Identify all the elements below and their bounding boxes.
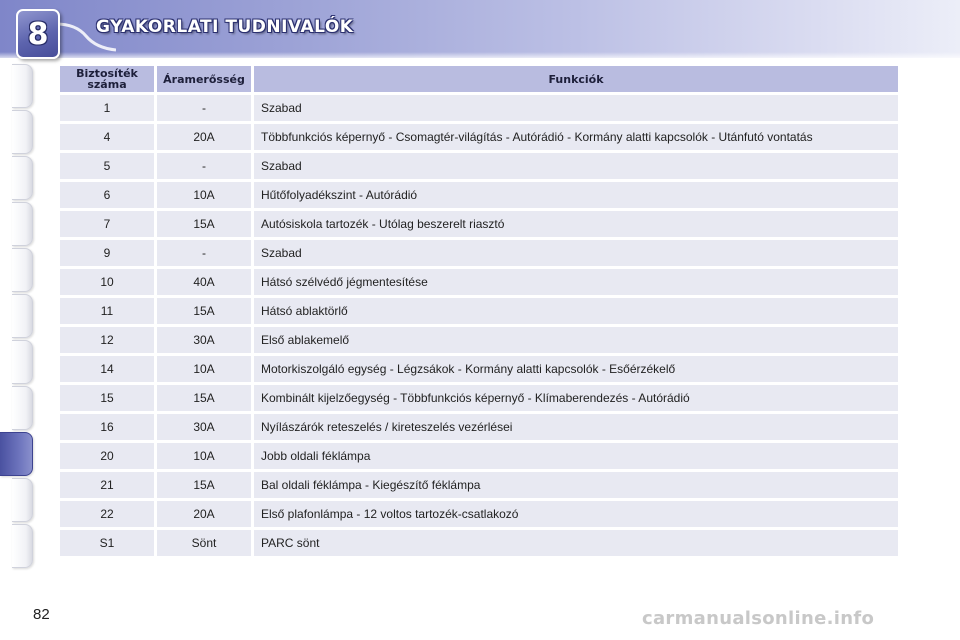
table-row: [60, 95, 898, 121]
amperage-cell: 15A: [157, 385, 251, 411]
table-row: [60, 211, 898, 237]
fuse-number-cell: 16: [60, 414, 154, 440]
page-number: 82: [33, 606, 50, 623]
chapter-tab[interactable]: [12, 478, 33, 522]
column-header-fuse-number-line1: Biztosíték: [76, 67, 138, 80]
fuse-number-cell: 7: [60, 211, 154, 237]
function-cell: Első ablakemelő: [254, 327, 898, 353]
fuse-number-cell: 10: [60, 269, 154, 295]
fuse-number-cell: 5: [60, 153, 154, 179]
fuse-table: [57, 63, 901, 559]
table-row: [60, 472, 898, 498]
amperage-cell: 10A: [157, 356, 251, 382]
chapter-tab[interactable]: [12, 248, 33, 292]
fuse-number-cell: 12: [60, 327, 154, 353]
chapter-number: 8: [27, 16, 49, 52]
table-row: [60, 385, 898, 411]
function-cell: Szabad: [254, 153, 898, 179]
function-cell: Hűtőfolyadékszint - Autórádió: [254, 182, 898, 208]
fuse-number-cell: 6: [60, 182, 154, 208]
amperage-cell: 30A: [157, 327, 251, 353]
chapter-tab[interactable]: [12, 64, 33, 108]
watermark: carmanualsonline.info: [642, 608, 875, 629]
chapter-tab[interactable]: [12, 340, 33, 384]
page-title: GYAKORLATI TUDNIVALÓK: [96, 17, 354, 37]
table-row: [60, 327, 898, 353]
table-row: [60, 240, 898, 266]
amperage-cell: 10A: [157, 182, 251, 208]
fuse-number-cell: 14: [60, 356, 154, 382]
amperage-cell: -: [157, 153, 251, 179]
table-row: [60, 153, 898, 179]
function-cell: Szabad: [254, 95, 898, 121]
function-cell: Többfunkciós képernyő - Csomagtér-világítás - Autórádió - Kormány alatti kapcsolók - Utánfutó vontatás: [254, 124, 898, 150]
function-cell: Hátsó ablaktörlő: [254, 298, 898, 324]
chapter-tab-active[interactable]: [0, 432, 33, 476]
fuse-number-cell: 9: [60, 240, 154, 266]
fuse-number-cell: 11: [60, 298, 154, 324]
amperage-cell: 20A: [157, 501, 251, 527]
column-header-fuse-number-line2: száma: [87, 78, 127, 91]
function-cell: Nyílászárók reteszelés / kireteszelés vezérlései: [254, 414, 898, 440]
table-row: [60, 356, 898, 382]
function-cell: Bal oldali féklámpa - Kiegészítő féklámpa: [254, 472, 898, 498]
function-cell: PARC sönt: [254, 530, 898, 556]
amperage-cell: 40A: [157, 269, 251, 295]
table-row: [60, 124, 898, 150]
amperage-cell: 15A: [157, 472, 251, 498]
fuse-number-cell: S1: [60, 530, 154, 556]
amperage-cell: 30A: [157, 414, 251, 440]
amperage-cell: Sönt: [157, 530, 251, 556]
chapter-tab[interactable]: [12, 110, 33, 154]
amperage-cell: 15A: [157, 211, 251, 237]
amperage-cell: 20A: [157, 124, 251, 150]
fuse-number-cell: 20: [60, 443, 154, 469]
function-cell: Jobb oldali féklámpa: [254, 443, 898, 469]
function-cell: Szabad: [254, 240, 898, 266]
chapter-tab[interactable]: [12, 156, 33, 200]
chapter-tab[interactable]: [12, 524, 33, 568]
chapter-tab[interactable]: [12, 294, 33, 338]
table-row: [60, 269, 898, 295]
fuse-number-cell: 15: [60, 385, 154, 411]
amperage-cell: 10A: [157, 443, 251, 469]
function-cell: Hátsó szélvédő jégmentesítése: [254, 269, 898, 295]
function-cell: Első plafonlámpa - 12 voltos tartozék-csatlakozó: [254, 501, 898, 527]
chapter-badge: [16, 9, 60, 59]
chapter-tab[interactable]: [12, 386, 33, 430]
column-header-fuse-number: [60, 66, 154, 92]
amperage-cell: 15A: [157, 298, 251, 324]
fuse-number-cell: 22: [60, 501, 154, 527]
fuse-number-cell: 21: [60, 472, 154, 498]
fuse-number-cell: 1: [60, 95, 154, 121]
table-row: [60, 501, 898, 527]
function-cell: Autósiskola tartozék - Utólag beszerelt riasztó: [254, 211, 898, 237]
table-row: [60, 443, 898, 469]
table-row: [60, 414, 898, 440]
table-row: [60, 298, 898, 324]
amperage-cell: -: [157, 95, 251, 121]
column-header-functions: Funkciók: [254, 66, 898, 92]
column-header-amperage: Áramerősség: [157, 66, 251, 92]
table-row: [60, 530, 898, 556]
table-row: [60, 182, 898, 208]
chapter-tab[interactable]: [12, 202, 33, 246]
fuse-number-cell: 4: [60, 124, 154, 150]
function-cell: Motorkiszolgáló egység - Légzsákok - Kormány alatti kapcsolók - Esőérzékelő: [254, 356, 898, 382]
function-cell: Kombinált kijelzőegység - Többfunkciós képernyő - Klímaberendezés - Autórádió: [254, 385, 898, 411]
table-header-row: [60, 66, 898, 92]
amperage-cell: -: [157, 240, 251, 266]
